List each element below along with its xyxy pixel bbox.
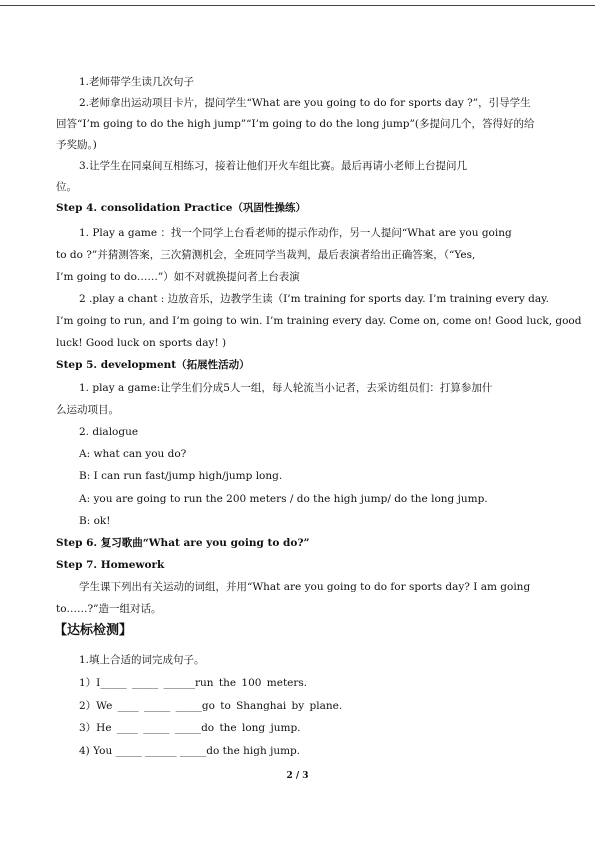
text-line: 回答“I’m going to do the high jump”“I’m going to do the long jump”(多提问几个，答得好的给 <box>56 118 535 130</box>
step-heading: Step 5. development（拓展性活动） <box>56 359 250 371</box>
text-line: I’m going to run, and I’m going to win. I’m training every day. Come on, come on! Good luck, good <box>56 315 582 327</box>
text-line: 予奖励。) <box>56 139 97 151</box>
exercise-line: 4) You _____ ______ _____do the high jump. <box>79 745 301 757</box>
text-line: 3.让学生在同桌间互相练习，接着让他们开火车组比赛。最后再请小老师上台提问几 <box>79 160 468 172</box>
text-line: 位。 <box>56 181 77 193</box>
text-line: I’m going to do……”）如不对就换提问者上台表演 <box>56 271 300 283</box>
page-number: 2 / 3 <box>286 771 309 781</box>
section-heading: 【达标检测】 <box>54 623 133 638</box>
step-heading: Step 4. consolidation Practice（巩固性操练） <box>56 202 306 214</box>
text-line: A: you are going to run the 200 meters / do the high jump/ do the long jump. <box>79 493 488 505</box>
text-line: 2 .play a chant : 边放音乐，边教学生读（I’m training for sports day. I’m training every day. <box>79 293 549 305</box>
text-line: to……?”造一组对话。 <box>56 603 162 615</box>
text-line: 么运动项目。 <box>56 404 119 416</box>
text-line: 2. dialogue <box>79 426 139 438</box>
text-line: B: I can run fast/jump high/jump long. <box>79 470 283 482</box>
step-heading: Step 7. Homework <box>56 559 165 571</box>
text-line: 1. play a game:让学生们分成5人一组，每人轮流当小记者，去采访组员们：打算参加什 <box>79 382 493 394</box>
text-line: 1.老师带学生读几次句子 <box>79 76 195 88</box>
text-line: 1. Play a game ：找一个同学上台看老师的提示作动作，另一人提问“What are you going <box>79 227 512 239</box>
text-line: 2.老师拿出运动项目卡片，提问学生“What are you going to do for sports day ?”，引导学生 <box>79 97 531 109</box>
text-line: 1.填上合适的词完成句子。 <box>79 654 205 666</box>
exercise-line: 3）He ____ _____ _____do the long jump. <box>79 722 301 734</box>
text-line: luck! Good luck on sports day! ) <box>56 337 227 349</box>
exercise-line: 2）We ____ _____ _____go to Shanghai by plane. <box>79 700 343 712</box>
text-line: A: what can you do? <box>79 448 187 460</box>
step-heading: Step 6. 复习歌曲“What are you going to do?” <box>56 537 310 549</box>
text-line: 学生课下列出有关运动的词组，并用“What are you going to do for sports day? I am going <box>79 581 531 593</box>
text-line: to do ?”并猜测答案，三次猜测机会，全班同学当裁判，最后表演者给出正确答案，（“Yes, <box>56 249 476 261</box>
exercise-line: 1）I_____ _____ ______run the 100 meters. <box>79 677 308 689</box>
text-line: B: ok! <box>79 515 111 527</box>
